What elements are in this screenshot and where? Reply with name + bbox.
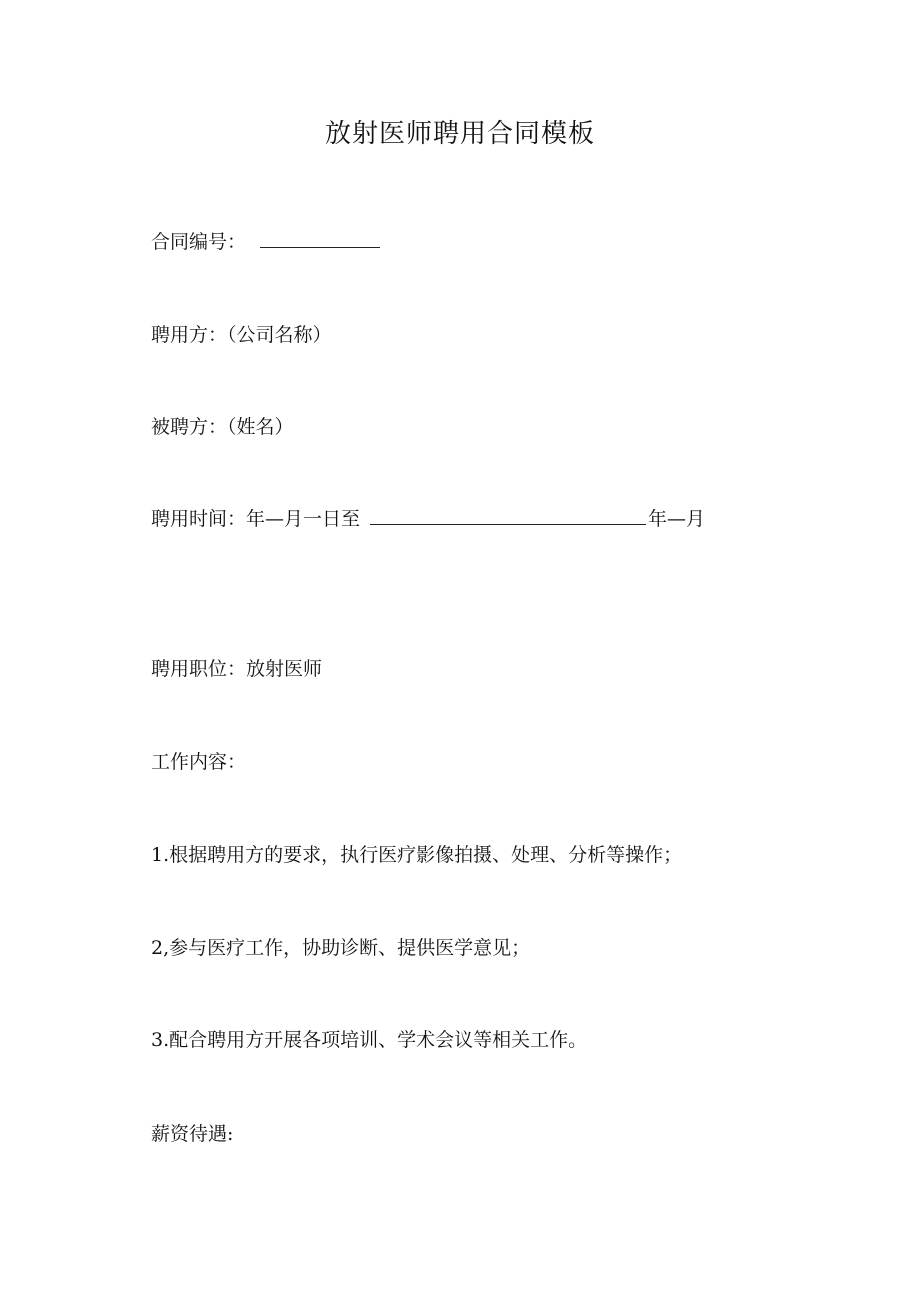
document-title: 放射医师聘用合同模板 [324,119,595,149]
duty-item-1: 1.根据聘用方的要求，执行医疗影像拍摄、处理、分析等操作； [151,844,683,866]
position-line: 聘用职位：放射医师 [151,658,323,680]
employment-period-start: 聘用时间：年—月一日至 [151,508,361,530]
contract-number-line [151,228,382,256]
employee-line: 被聘方：（姓名） [151,416,294,438]
employment-period-line [151,505,705,533]
duties-heading: 工作内容： [151,751,247,773]
contract-number-label: 合同编号： [151,231,247,253]
contract-number-blank[interactable] [260,229,380,248]
salary-heading: 薪资待遇: [151,1123,234,1145]
employment-period-blank[interactable] [370,506,646,525]
duty-item-2: 2,参与医疗工作，协助诊断、提供医学意见； [151,937,531,959]
employer-line: 聘用方：（公司名称） [151,324,332,346]
employment-period-end: 年—月 [648,508,706,530]
duty-item-3: 3.配合聘用方开展各项培训、学术会议等相关工作。 [151,1029,588,1051]
